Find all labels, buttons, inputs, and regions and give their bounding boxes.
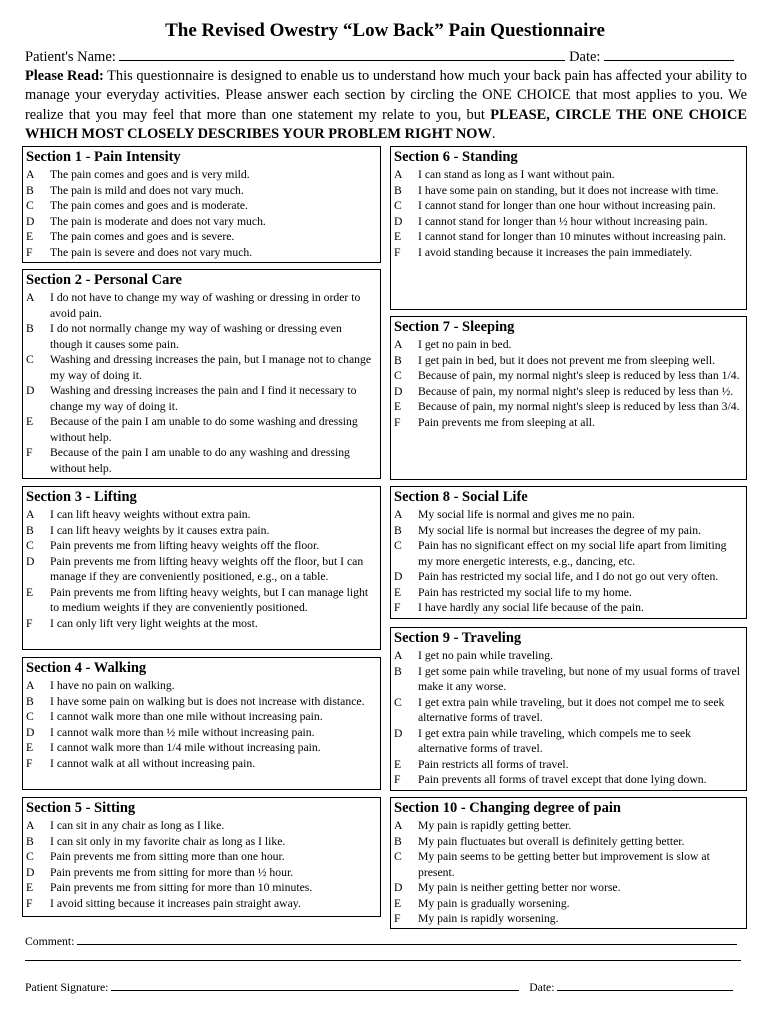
option-f[interactable]: F Because of the pain I am unable to do any washing and dressing without help. [26, 446, 350, 475]
option-e[interactable]: E The pain comes and goes and is severe. [26, 230, 235, 243]
option-c[interactable]: C The pain comes and goes and is moderate. [26, 199, 248, 212]
option-b[interactable]: B I have some pain on standing, but it does not increase with time. [394, 183, 719, 197]
option-f[interactable]: F Pain prevents all forms of travel except that done lying down. [394, 773, 707, 786]
section-3-box [22, 486, 381, 650]
option-d[interactable]: D The pain is moderate and does not vary much. [26, 214, 266, 228]
option-c[interactable]: C I cannot stand for longer than one hour without increasing pain. [394, 199, 716, 212]
option-a[interactable]: A I get no pain while traveling. [394, 649, 554, 662]
section-title: Section 5 - Sitting [26, 800, 136, 816]
option-b[interactable]: B My social life is normal but increases the degree of my pain. [394, 523, 702, 537]
option-c[interactable]: C My pain seems to be getting better but improvement is slow at present. [394, 850, 710, 879]
option-e[interactable]: E I cannot walk more than 1/4 mile without increasing pain. [26, 741, 321, 754]
section-title: Section 8 - Social Life [394, 489, 528, 505]
section-10-box [390, 797, 747, 929]
section-8-box [390, 486, 747, 619]
option-c[interactable]: C Washing and dressing increases the pain, but I manage not to change my way of doing it. [26, 353, 372, 382]
signature-field[interactable] [111, 978, 519, 991]
instructions-end: . [491, 125, 496, 142]
page-title: The Revised Owestry “Low Back” Pain Questionnaire [165, 20, 605, 41]
option-d[interactable]: D Pain prevents me from sitting for more than ½ hour. [26, 865, 294, 879]
instructions-emphasis: PLEASE, CIRCLE THE ONE CHOICE WHICH MOST CLOSELY DESCRIBES YOUR PROBLEM RIGHT NOW [25, 106, 747, 142]
section-5-box [22, 797, 381, 917]
comment-line [25, 932, 737, 949]
option-c[interactable]: C Pain prevents me from sitting more than one hour. [26, 850, 285, 863]
option-e[interactable]: E Pain restricts all forms of travel. [394, 757, 569, 771]
option-e[interactable]: E I cannot stand for longer than 10 minutes without increasing pain. [394, 230, 727, 243]
patient-name-field[interactable] [119, 48, 565, 61]
instructions-text: This questionnaire is designed to enable us to understand how much your back pain has affected your ability to manage your everyday activities. Please answer each section by circling the ONE CHOICE that most applies to you. We realize that you may feel that more than one statement my relate to you, but [25, 68, 747, 123]
option-b[interactable]: B I get pain in bed, but it does not prevent me from sleeping well. [394, 353, 715, 367]
comment-field[interactable] [77, 932, 737, 945]
option-d[interactable]: D Pain prevents me from lifting heavy weights off the floor, but I can manage if they are conveniently positioned, e.g., on a table. [26, 554, 364, 583]
section-title: Section 2 - Personal Care [26, 272, 182, 288]
option-c[interactable]: C I get extra pain while traveling, but it does not compel me to seek alternative forms of travel. [394, 695, 725, 724]
option-c[interactable]: C I cannot walk more than one mile without increasing pain. [26, 710, 323, 723]
comment-label: Comment: [25, 935, 75, 948]
option-f[interactable]: F I have hardly any social life because of the pain. [394, 601, 644, 614]
option-f[interactable]: F I avoid sitting because it increases pain straight away. [26, 896, 301, 910]
section-title: Section 1 - Pain Intensity [26, 149, 181, 165]
section-7-box [390, 316, 747, 480]
option-a[interactable]: A My pain is rapidly getting better. [394, 819, 572, 832]
option-a[interactable]: A The pain comes and goes and is very mild. [26, 168, 250, 181]
section-9-box [390, 627, 747, 791]
option-a[interactable]: A I can sit in any chair as long as I like. [26, 819, 225, 832]
option-f[interactable]: F Pain prevents me from sleeping at all. [394, 415, 595, 429]
option-e[interactable]: E Pain prevents me from sitting for more than 10 minutes. [26, 881, 313, 894]
option-a[interactable]: A I can lift heavy weights without extra pain. [26, 508, 251, 521]
date-field[interactable] [604, 48, 734, 61]
option-f[interactable]: F I avoid standing because it increases the pain immediately. [394, 245, 693, 259]
patient-info-line [25, 48, 745, 67]
section-4-box [22, 657, 381, 790]
section-2-box [22, 269, 381, 479]
section-6-box [390, 146, 747, 310]
option-c[interactable]: C Pain has no significant effect on my social life apart from limiting my more energetic interests, e.g., dancing, etc. [394, 539, 727, 568]
option-a[interactable]: A I have no pain on walking. [26, 679, 175, 692]
option-b[interactable]: B I get some pain while traveling, but none of my usual forms of travel make it any worse. [394, 664, 740, 693]
signature-label: Patient Signature: [25, 981, 109, 994]
please-read-label: Please Read: [25, 68, 104, 84]
option-a[interactable]: A I do not have to change my way of washing or dressing in order to avoid pain. [26, 291, 361, 320]
option-e[interactable]: E Because of pain, my normal night's sleep is reduced by less than 3/4. [394, 400, 740, 413]
option-f[interactable]: F I can only lift very light weights at the most. [26, 616, 258, 630]
option-e[interactable]: E Because of the pain I am unable to do some washing and dressing without help. [26, 415, 358, 444]
option-d[interactable]: D Washing and dressing increases the pain and I find it necessary to change my way of doing it. [26, 384, 357, 413]
option-e[interactable]: E Pain has restricted my social life to my home. [394, 585, 632, 599]
option-c[interactable]: C Pain prevents me from lifting heavy weights off the floor. [26, 539, 320, 552]
option-f[interactable]: F My pain is rapidly worsening. [394, 912, 559, 925]
section-title: Section 9 - Traveling [394, 630, 522, 646]
patient-name-label: Patient's Name: [25, 49, 116, 65]
option-b[interactable]: B I can lift heavy weights by it causes extra pain. [26, 523, 270, 537]
date-label: Date: [569, 49, 601, 65]
signature-line [25, 978, 733, 995]
option-f[interactable]: F I cannot walk at all without increasing pain. [26, 756, 256, 770]
option-c[interactable]: C Because of pain, my normal night's sleep is reduced by less than 1/4. [394, 369, 740, 382]
option-d[interactable]: D I cannot stand for longer than ½ hour without increasing pain. [394, 214, 708, 228]
option-e[interactable]: E My pain is gradually worsening. [394, 896, 570, 910]
option-f[interactable]: F The pain is severe and does not vary much. [26, 245, 253, 259]
option-a[interactable]: A I get no pain in bed. [394, 338, 512, 351]
option-e[interactable]: E Pain prevents me from lifting heavy weights, but I can manage light to medium weights if they are conveniently positioned. [26, 585, 369, 614]
option-b[interactable]: B I do not normally change my way of washing or dressing even though it causes some pain. [26, 322, 342, 351]
option-b[interactable]: B My pain fluctuates but overall is definitely getting better. [394, 834, 685, 848]
option-d[interactable]: D I get extra pain while traveling, which compels me to seek alternative forms of travel. [394, 726, 691, 755]
section-title: Section 3 - Lifting [26, 489, 137, 505]
option-d[interactable]: D I cannot walk more than ½ mile without increasing pain. [26, 725, 315, 739]
section-1-box [22, 146, 381, 263]
option-b[interactable]: B I can sit only in my favorite chair as long as I like. [26, 834, 286, 848]
comment-field-line-2[interactable] [25, 960, 741, 961]
signature-date-label: Date: [529, 981, 555, 994]
option-d[interactable]: D Because of pain, my normal night's sleep is reduced by less than ½. [394, 384, 734, 398]
option-b[interactable]: B The pain is mild and does not vary much. [26, 183, 244, 197]
option-d[interactable]: D Pain has restricted my social life, and I do not go out very often. [394, 570, 719, 583]
section-title: Section 10 - Changing degree of pain [394, 800, 621, 816]
option-d[interactable]: D My pain is neither getting better nor worse. [394, 881, 621, 894]
section-title: Section 7 - Sleeping [394, 319, 515, 335]
section-title: Section 4 - Walking [26, 660, 147, 676]
instructions [25, 67, 747, 144]
option-b[interactable]: B I have some pain on walking but is does not increase with distance. [26, 694, 365, 708]
option-a[interactable]: A I can stand as long as I want without pain. [394, 168, 615, 181]
section-title: Section 6 - Standing [394, 149, 518, 165]
signature-date-field[interactable] [557, 978, 733, 991]
option-a[interactable]: A My social life is normal and gives me no pain. [394, 508, 635, 521]
